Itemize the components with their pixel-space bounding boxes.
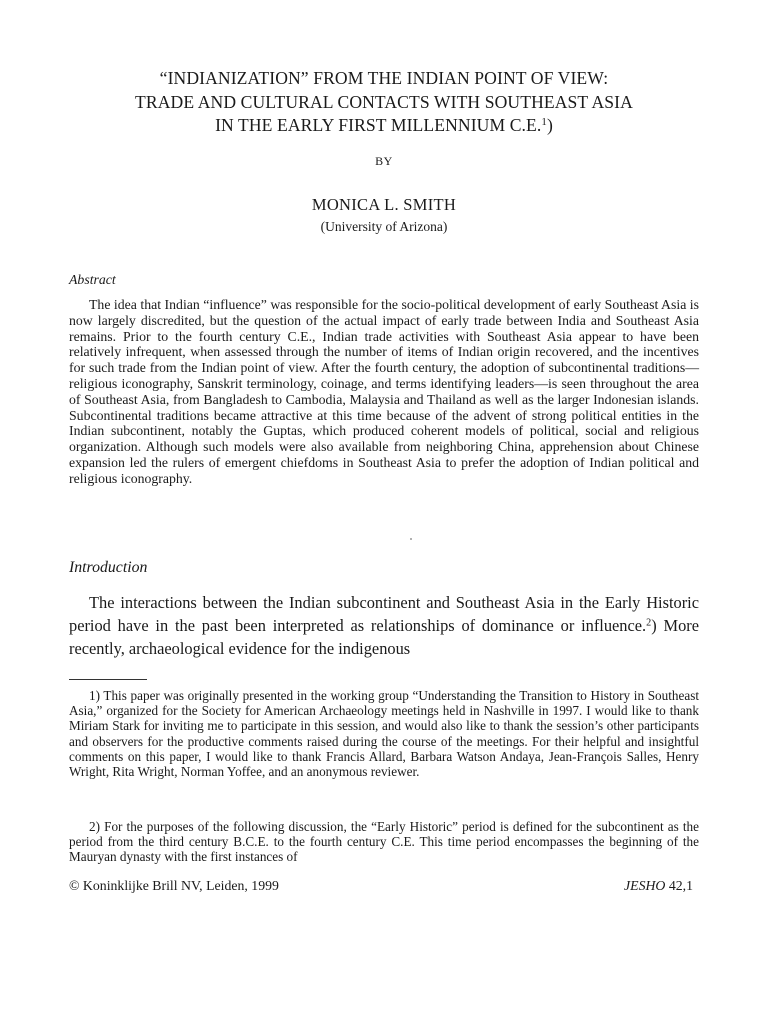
abstract-heading: Abstract [69, 272, 116, 287]
title-line-1: “INDIANIZATION” FROM THE INDIAN POINT OF VIEW: [159, 68, 609, 88]
byline-by: BY [375, 154, 393, 168]
intro-text-part-1: The interactions between the Indian subcontinent and Southeast Asia in the Early Historic period have in the past been interpreted as relationships of dominance or influence. [69, 593, 699, 636]
journal-citation [624, 878, 693, 894]
title-footnote-paren: ) [546, 115, 553, 135]
stray-mark [410, 538, 412, 540]
footnote-2: 2) For the purposes of the following discussion, the “Early Historic” period is defined for the subcontinent as the period from the third century B.C.E. to the fourth century C.E. This time period encompasses the beginning of the Mauryan dynasty with the first instances of [69, 819, 699, 865]
footnote-1: 1) This paper was originally presented in the working group “Understanding the Transition to History in Southeast Asia,” organized for the Society for American Archaeology meetings held in Nashville in 1997. I would like to thank Miriam Stark for inviting me to participate in this session, and would also like to thank the session’s other participants and observers for the productive comments raised during the course of the meetings. For their helpful and insightful comments on this paper, I would like to thank Francis Allard, Barbara Watson Andaya, Jean-François Salles, Henry Wright, Rita Wright, Norman Yoffee, and an anonymous reviewer. [69, 688, 699, 780]
introduction-heading: Introduction [69, 559, 148, 576]
intro-footnote-marker: 2 [646, 617, 652, 629]
journal-volume: 42,1 [665, 878, 693, 893]
title-footnote-marker: 1 [541, 116, 547, 128]
abstract-text: The idea that Indian “influence” was responsible for the socio-political development of early Southeast Asia is now largely discredited, but the question of the actual impact of early trade between India and Southeast Asia remains. Prior to the fourth century C.E., Indian trade activities with Southeast Asia appear to have been relatively infrequent, when assessed through the number of items of Indian origin recovered, and the incentives for such trade from the Indian point of view. After the fourth century, the adoption of subcontinental traditions—religious iconography, Sanskrit terminology, coinage, and terms identifying leaders—is seen throughout the area of Southeast Asia, from Bangladesh to Cambodia, Malaysia and Thailand as well as the larger Indonesian islands. Subcontinental traditions became attractive at this time because of the advent of strong political entities in the Indian subcontinent, notably the Guptas, which produced coherent models of political, social and religious organization. Although such models were also available from neighboring China, apprehension about Chinese expansion led the rulers of emergent chiefdoms in Southeast Asia to prefer the adoption of Indian political and religious iconography. [69, 297, 699, 486]
author-affiliation: (University of Arizona) [320, 219, 448, 234]
title-line-3 [60, 114, 708, 138]
journal-name: JESHO [624, 878, 666, 893]
author-name: MONICA L. SMITH [311, 195, 457, 214]
footnote-separator [69, 679, 147, 680]
introduction-paragraph [69, 591, 699, 661]
title-line-3-text: IN THE EARLY FIRST MILLENNIUM C.E. [215, 115, 542, 135]
intro-footnote-paren: ) [651, 616, 657, 636]
copyright-notice: © Koninklijke Brill NV, Leiden, 1999 [69, 878, 279, 893]
article-title [60, 67, 708, 138]
intro-text-part-2: More recently, archaeological evidence for the indigenous [69, 616, 699, 659]
title-line-2: TRADE AND CULTURAL CONTACTS WITH SOUTHEAST ASIA [135, 91, 633, 112]
